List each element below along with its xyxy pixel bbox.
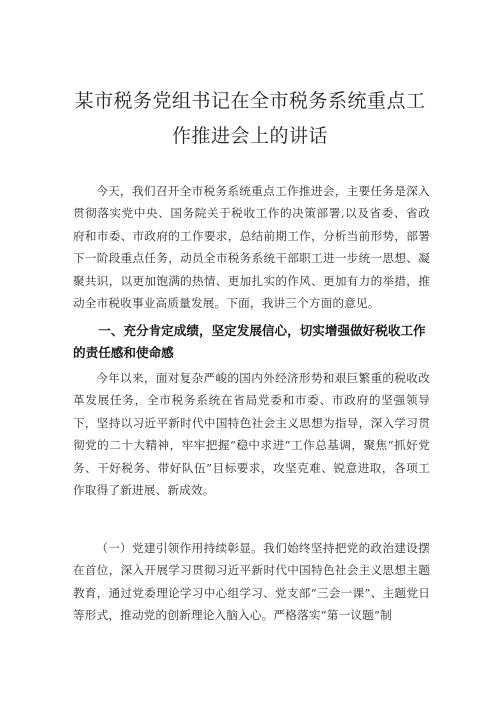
section-heading-1: 一、充分肯定成绩，坚定发展信心，切实增强做好税收工作的责任感和使命感 xyxy=(73,323,426,361)
achievements-paragraph: 今年以来，面对复杂严峻的国内外经济形势和艰巨繁重的税收改革发展任务，全市税务系统在省局党委和市委、市政府的坚强领导下，坚持以习近平新时代中国特色社会主义思想为指导，深入学习贯彻党的二十大精神，牢牢把握“稳中求进”工作总基调，聚焦“抓好党务、干好税务、带好队伍”目标要求，攻坚克难、锐意进取，各项工作取得了新进展、新成效。 xyxy=(73,371,430,498)
document-title-line-2: 作推进会上的讲话 xyxy=(171,125,328,147)
opening-paragraph: 今天，我们召开全市税务系统重点工作推进会，主要任务是深入贯彻落实党中央、国务院关于税收工作的决策部署,以及省委、省政府和市委、市政府的工作要求，总结前期工作，分析当前形势，部署下一阶段重点任务，动员全市税务系统干部职工进一步统一思想、凝聚共识，以更加饱满的热情、更加扎实的作风、更加有力的举措，推动全市税收事业高质量发展。下面，我讲三个方面的意见。 xyxy=(73,184,430,311)
document-title-line-1: 某市税务党组书记在全市税务系统重点工 xyxy=(74,90,426,112)
party-building-paragraph: （一）党建引领作用持续彰显。我们始终坚持把党的政治建设摆在首位，深入开展学习贯彻习近平新时代中国特色社会主义思想主题教育，通过党委理论学习中心组学习、党支部“三会一课”、主题党日等形式，推动党的创新理论入脑入心。严格落实“第一议题”制 xyxy=(73,541,430,623)
